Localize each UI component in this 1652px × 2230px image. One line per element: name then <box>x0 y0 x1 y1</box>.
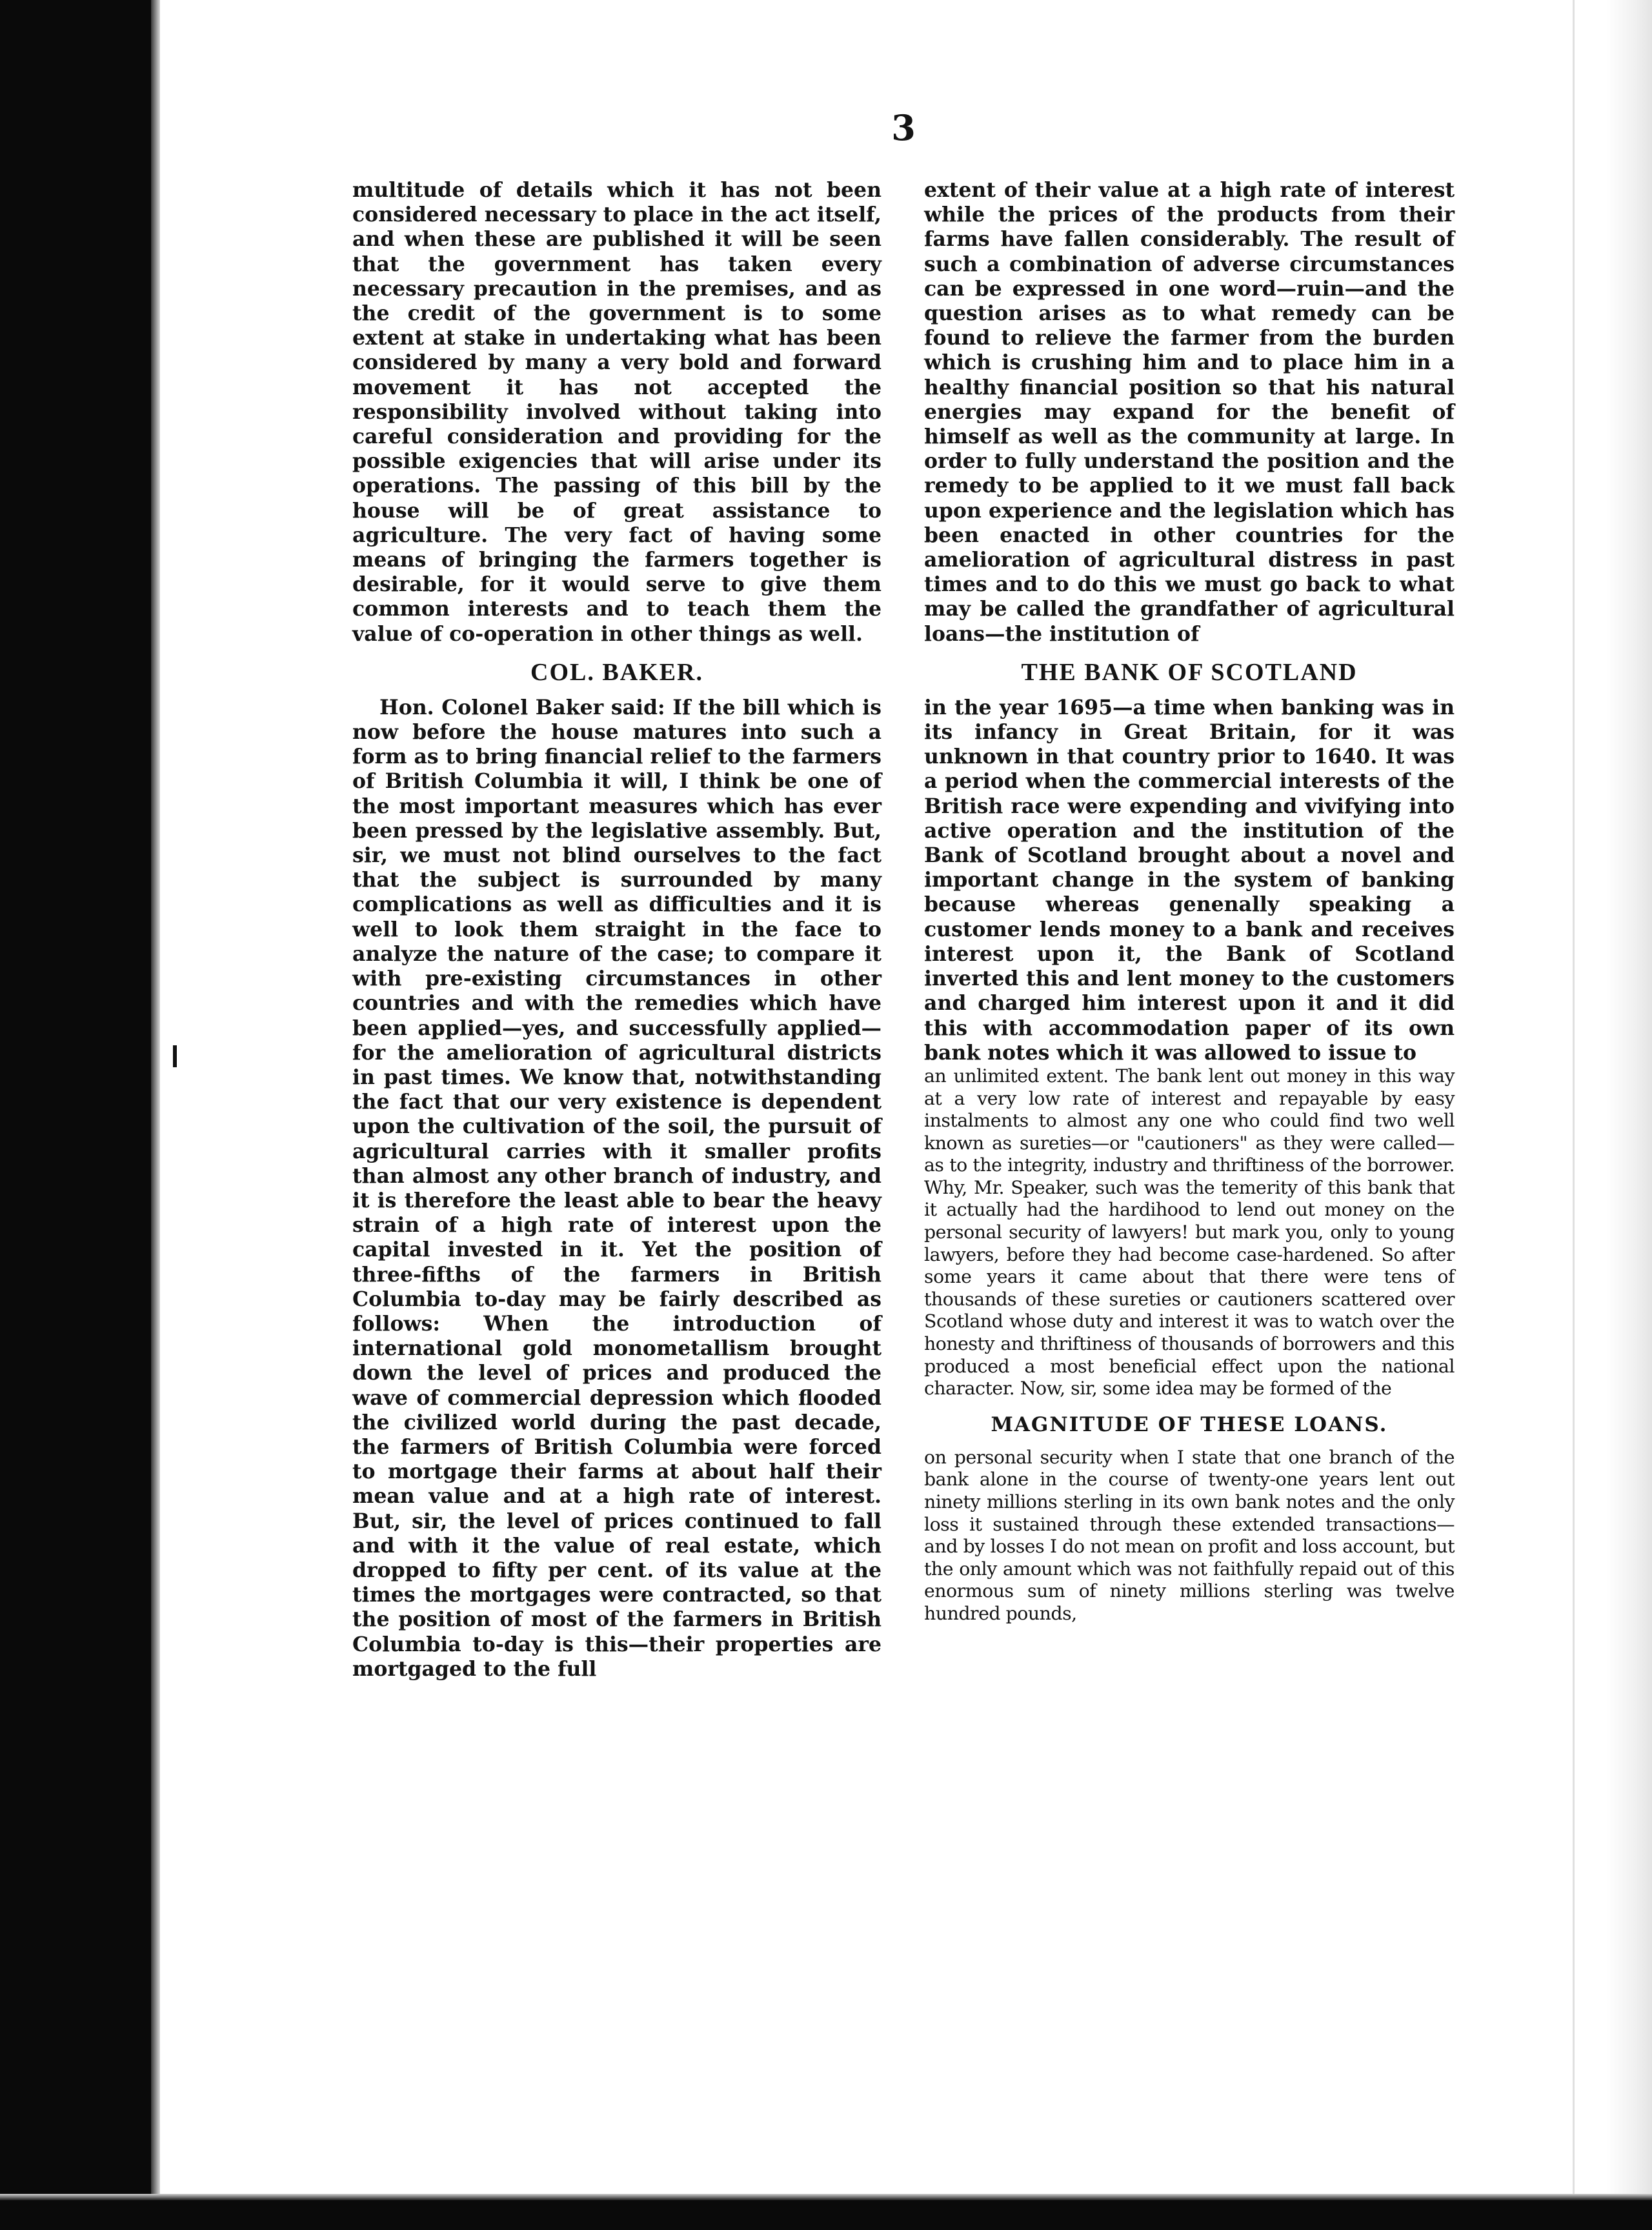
right-paragraph-3: an unlimited extent. The bank lent out money in this way at a very low rate of interest and repayable by easy instalments to almost any one who could find two well known as sureties—or "cautioners" as they were called—as to the integrity, industry and thriftiness of the borrower. Why, Mr. Speaker, such was the temerity of this bank that it actually had the hardihood to lend out money on the personal security of lawyers! but mark you, only to young lawyers, before they had become case-hardened. So after some years it came about that there were tens of thousands of these sureties or cautioners scattered over Scotland whose duty and interest it was to watch over the honesty and thriftiness of thousands of borrowers and this produced a most beneficial effect upon the national character. Now, sir, some idea may be formed of the <box>924 1065 1455 1400</box>
left-paragraph-1: multitude of details which it has not been considered necessary to place in the act itself, and when these are published it will be seen that the government has taken every necessary precaution in the premises, and as the credit of the government is to some extent at stake in undertaking what has been considered by many a very bold and forward movement it has not accepted the responsibility involved without taking into careful consideration and providing for the possible exigencies that will arise under its operations. The passing of this bill by the house will be of great assistance to agriculture. The very fact of having some means of bringing the farmers together is desirable, for it would serve to give them common interests and to teach them the value of co-operation in other things as well. <box>352 178 881 646</box>
scan-right-margin <box>1607 0 1652 2230</box>
left-paragraph-2: Hon. Colonel Baker said: If the bill which is now before the house matures into such a form as to bring financial relief to the farmers of British Columbia it will, I think be one of the most important measures which has ever been pressed by the legislative assembly. But, sir, we must not blind ourselves to the fact that the subject is surrounded by many complications as well as difficulties and it is well to look them straight in the face to analyze the nature of the case; to compare it with pre-existing circumstances in other countries and with the remedies which have been applied—yes, and successfully applied—for the amelioration of agricultural districts in past times. We know that, notwithstanding the fact that our very existence is dependent upon the cultivation of the soil, the pursuit of agricultural carries with it smaller profits than almost any other branch of industry, and it is therefore the least able to bear the heavy strain of a high rate of interest upon the capital invested in it. Yet the position of three-fifths of the farmers in British Columbia to-day may be fairly described as follows: When the introduction of international gold monometallism brought down the level of prices and produced the wave of commercial depression which flooded the civilized world during the past decade, the farmers of British Columbia were forced to mortgage their farms at about half their mean value and at a high rate of interest. But, sir, the level of prices continued to fall and with it the value of real estate, which dropped to fifty per cent. of its value at the times the mortgages were contracted, so that the position of most of the farmers in British Columbia to-day is this—their properties are mortgaged to the full <box>352 695 881 1681</box>
scan-bottom-edge <box>0 2194 1652 2230</box>
page-number: 3 <box>891 107 916 148</box>
right-paragraph-2: in the year 1695—a time when banking was in its infancy in Great Britain, for it was unknown in that country prior to 1640. It was a period when the commercial interests of the British race were expending and vivifying into active operation and the institution of the Bank of Scotland brought about a novel and important change in the system of banking because whereas genenally speaking a customer lends money to a bank and receives interest upon it, the Bank of Scotland inverted this and lent money to the customers and charged him interest upon it and it did this with accommodation paper of its own bank notes which it was allowed to issue to <box>924 695 1455 1065</box>
scan-right-rule <box>1573 0 1575 2230</box>
left-column <box>352 178 881 1682</box>
right-paragraph-1: extent of their value at a high rate of interest while the prices of the products from their farms have fallen considerably. The result of such a combination of adverse circumstances can be expressed in one word—ruin—and the question arises as to what remedy can be found to relieve the farmer from the burden which is crushing him and to place him in a healthy financial position so that his natural energies may expand for the benefit of himself as well as the community at large. In order to fully understand the position and the remedy to be applied to it we must fall back upon experience and the legislation which has been enacted in other countries for the amelioration of agricultural distress in past times and to do this we must go back to what may be called the grandfather of agricultural loans—the institution of <box>924 178 1455 646</box>
section-heading-magnitude: MAGNITUDE OF THESE LOANS. <box>991 1412 1388 1436</box>
right-column <box>924 178 1455 1625</box>
right-paragraph-4: on personal security when I state that one branch of the bank alone in the course of twenty-one years lent out ninety millions sterling in its own bank notes and the only loss it sustained through these extended transactions—and by losses I do not mean on profit and loss account, but the only amount which was not faithfully repaid out of this enormous sum of ninety millions sterling was twelve hundred pounds, <box>924 1446 1455 1624</box>
section-heading-col-baker: COL. BAKER. <box>530 658 703 686</box>
scan-left-edge <box>0 0 160 2230</box>
section-heading-bank-of-scotland: THE BANK OF SCOTLAND <box>1021 658 1358 686</box>
scan-mark <box>173 1045 177 1067</box>
